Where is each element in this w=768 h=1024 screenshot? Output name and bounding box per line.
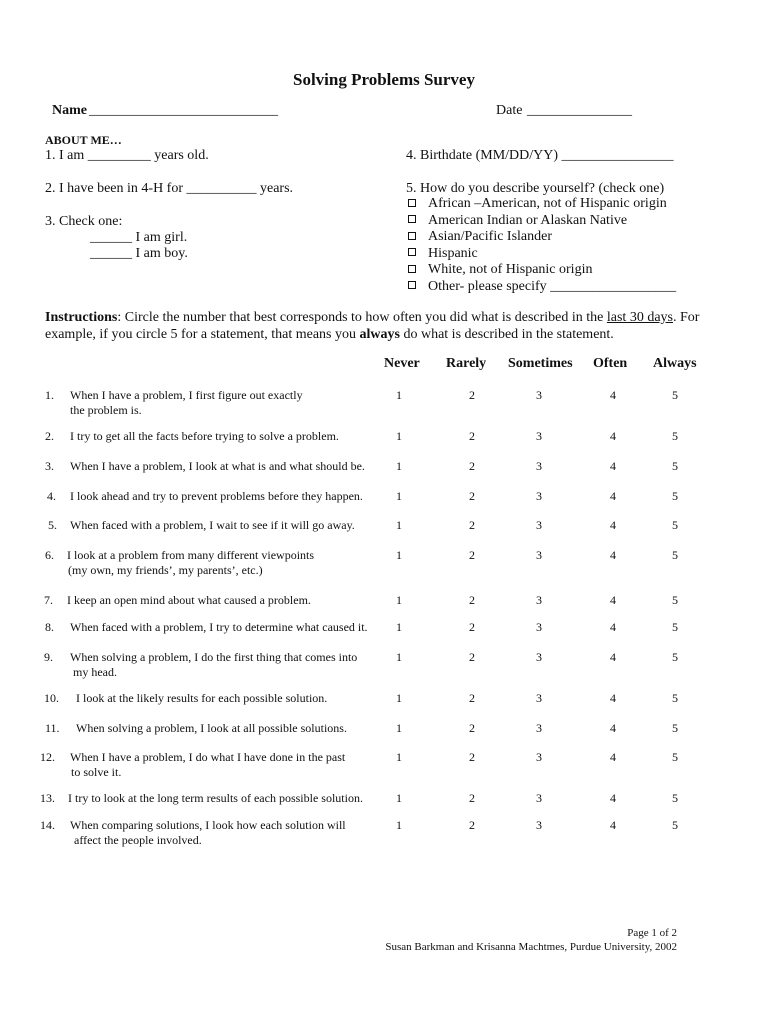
rating-option-2[interactable]: 2 [469, 388, 475, 402]
rating-option-2[interactable]: 2 [469, 818, 475, 832]
item-statement: When faced with a problem, I try to determine what caused it. [70, 620, 368, 634]
item-number: 10. [44, 691, 59, 705]
rating-option-5[interactable]: 5 [672, 691, 678, 705]
checkbox-icon[interactable] [408, 248, 416, 256]
instructions: Instructions: Circle the number that best corresponds to how often you did what is described in the last 30 days. For example, if you circle 5 for a statement, that means you always do what is described in the statement. [45, 310, 700, 342]
rating-option-2[interactable]: 2 [469, 791, 475, 805]
rating-option-1[interactable]: 1 [396, 691, 402, 705]
item-number: 8. [45, 620, 54, 634]
header-often: Often [593, 356, 628, 371]
rating-option-2[interactable]: 2 [469, 620, 475, 634]
name-field[interactable]: ___________________________ [89, 103, 278, 118]
rating-option-3[interactable]: 3 [536, 650, 542, 664]
item-number: 13. [40, 791, 55, 805]
ethnicity-option[interactable]: White, not of Hispanic origin [408, 262, 676, 279]
rating-option-4[interactable]: 4 [610, 650, 616, 664]
ethnicity-option[interactable]: American Indian or Alaskan Native [408, 213, 676, 230]
birthdate-question[interactable]: 4. Birthdate (MM/DD/YY) ________________ [406, 148, 674, 163]
rating-option-3[interactable]: 3 [536, 518, 542, 532]
ethnicity-option[interactable]: Hispanic [408, 246, 676, 263]
rating-option-2[interactable]: 2 [469, 750, 475, 764]
item-statement-continued: the problem is. [70, 403, 142, 417]
item-statement-continued: affect the people involved. [74, 833, 202, 847]
item-statement: When I have a problem, I look at what is and what should be. [70, 459, 365, 473]
rating-option-1[interactable]: 1 [396, 489, 402, 503]
footer-credit: Susan Barkman and Krisanna Machtmes, Purdue University, 2002 [385, 941, 677, 953]
item-statement: When I have a problem, I do what I have done in the past [70, 750, 346, 764]
rating-option-5[interactable]: 5 [672, 818, 678, 832]
item-number: 12. [40, 750, 55, 764]
rating-option-2[interactable]: 2 [469, 518, 475, 532]
page-number: Page 1 of 2 [627, 927, 677, 939]
rating-option-4[interactable]: 4 [610, 620, 616, 634]
rating-option-5[interactable]: 5 [672, 518, 678, 532]
item-statement: When solving a problem, I do the first thing that comes into [70, 650, 358, 664]
rating-option-3[interactable]: 3 [536, 429, 542, 443]
rating-option-1[interactable]: 1 [396, 791, 402, 805]
date-label: Date [496, 103, 523, 118]
rating-option-1[interactable]: 1 [396, 620, 402, 634]
emphasis-word: always [359, 327, 400, 342]
page-title: Solving Problems Survey [293, 70, 475, 89]
item-number: 14. [40, 818, 55, 832]
rating-option-2[interactable]: 2 [469, 721, 475, 735]
item-statement: I try to get all the facts before trying to solve a problem. [70, 429, 339, 443]
rating-option-1[interactable]: 1 [396, 429, 402, 443]
rating-option-2[interactable]: 2 [469, 429, 475, 443]
rating-option-5[interactable]: 5 [672, 750, 678, 764]
header-rarely: Rarely [446, 356, 487, 371]
item-number: 9. [44, 650, 53, 664]
ethnicity-question: 5. How do you describe yourself? (check one) [406, 181, 665, 196]
rating-option-4[interactable]: 4 [610, 791, 616, 805]
rating-option-4[interactable]: 4 [610, 388, 616, 402]
rating-option-2[interactable]: 2 [469, 650, 475, 664]
item-statement: When solving a problem, I look at all possible solutions. [76, 721, 347, 735]
rating-option-1[interactable]: 1 [396, 459, 402, 473]
about-heading: ABOUT ME… [45, 133, 122, 147]
gender-option-girl[interactable]: ______ I am girl. [90, 230, 188, 245]
item-number: 2. [45, 429, 54, 443]
rating-option-1[interactable]: 1 [396, 721, 402, 735]
ethnicity-option[interactable]: African –American, not of Hispanic origin [408, 196, 676, 213]
rating-option-5[interactable]: 5 [672, 489, 678, 503]
header-always: Always [653, 356, 697, 371]
item-number: 5. [48, 518, 57, 532]
item-number: 11. [45, 721, 60, 735]
rating-option-3[interactable]: 3 [536, 691, 542, 705]
rating-option-2[interactable]: 2 [469, 548, 475, 562]
rating-option-1[interactable]: 1 [396, 518, 402, 532]
rating-option-5[interactable]: 5 [672, 429, 678, 443]
rating-option-3[interactable]: 3 [536, 489, 542, 503]
item-statement: I look at the likely results for each possible solution. [76, 691, 328, 705]
rating-option-3[interactable]: 3 [536, 459, 542, 473]
age-question[interactable]: 1. I am _________ years old. [45, 148, 209, 163]
rating-option-3[interactable]: 3 [536, 818, 542, 832]
rating-option-2[interactable]: 2 [469, 459, 475, 473]
rating-option-5[interactable]: 5 [672, 791, 678, 805]
rating-option-1[interactable]: 1 [396, 593, 402, 607]
timeframe: last 30 days [606, 310, 673, 325]
rating-option-4[interactable]: 4 [610, 721, 616, 735]
rating-option-1[interactable]: 1 [396, 750, 402, 764]
item-number: 6. [45, 548, 54, 562]
item-statement-continued: to solve it. [71, 765, 122, 779]
rating-option-4[interactable]: 4 [610, 818, 616, 832]
item-statement: I look at a problem from many different viewpoints [67, 548, 315, 562]
gender-question: 3. Check one: [45, 214, 123, 229]
item-number: 4. [47, 489, 56, 503]
ethnicity-option[interactable]: Asian/Pacific Islander [408, 229, 676, 246]
rating-option-4[interactable]: 4 [610, 459, 616, 473]
rating-option-1[interactable]: 1 [396, 388, 402, 402]
checkbox-icon[interactable] [408, 215, 416, 223]
name-label: Name [52, 103, 87, 118]
item-statement: When I have a problem, I first figure out exactly [70, 388, 303, 402]
rating-option-4[interactable]: 4 [610, 593, 616, 607]
rating-option-4[interactable]: 4 [610, 518, 616, 532]
header-never: Never [384, 356, 420, 371]
item-number: 7. [44, 593, 53, 607]
date-field[interactable]: _______________ [527, 103, 632, 118]
rating-option-3[interactable]: 3 [536, 593, 542, 607]
item-statement-continued: (my own, my friends’, my parents’, etc.) [68, 563, 263, 577]
item-statement: When faced with a problem, I wait to see if it will go away. [70, 518, 355, 532]
header-sometimes: Sometimes [508, 356, 573, 371]
rating-option-4[interactable]: 4 [610, 489, 616, 503]
rating-option-2[interactable]: 2 [469, 691, 475, 705]
rating-option-3[interactable]: 3 [536, 620, 542, 634]
ethnicity-option[interactable]: Other- please specify __________________ [408, 279, 676, 296]
ethnicity-options [408, 196, 676, 295]
item-statement: I try to look at the long term results of each possible solution. [68, 791, 363, 805]
rating-option-3[interactable]: 3 [536, 750, 542, 764]
rating-option-3[interactable]: 3 [536, 721, 542, 735]
item-statement: I look ahead and try to prevent problems before they happen. [70, 489, 363, 503]
rating-option-2[interactable]: 2 [469, 489, 475, 503]
rating-option-4[interactable]: 4 [610, 429, 616, 443]
instructions-label: Instructions [45, 310, 118, 325]
rating-option-2[interactable]: 2 [469, 593, 475, 607]
rating-option-3[interactable]: 3 [536, 388, 542, 402]
rating-option-5[interactable]: 5 [672, 721, 678, 735]
4h-years-question[interactable]: 2. I have been in 4-H for __________ years. [45, 181, 294, 196]
rating-option-5[interactable]: 5 [672, 459, 678, 473]
item-statement: I keep an open mind about what caused a problem. [67, 593, 311, 607]
rating-option-5[interactable]: 5 [672, 650, 678, 664]
rating-option-1[interactable]: 1 [396, 818, 402, 832]
rating-option-5[interactable]: 5 [672, 548, 678, 562]
item-number: 1. [45, 388, 54, 402]
rating-option-1[interactable]: 1 [396, 650, 402, 664]
checkbox-icon[interactable] [408, 265, 416, 273]
checkbox-icon[interactable] [408, 232, 416, 240]
rating-option-5[interactable]: 5 [672, 388, 678, 402]
checkbox-icon[interactable] [408, 281, 416, 289]
rating-option-4[interactable]: 4 [610, 750, 616, 764]
item-statement-continued: my head. [73, 665, 117, 679]
rating-option-3[interactable]: 3 [536, 548, 542, 562]
gender-option-boy[interactable]: ______ I am boy. [90, 246, 188, 261]
rating-option-3[interactable]: 3 [536, 791, 542, 805]
item-number: 3. [45, 459, 54, 473]
rating-option-5[interactable]: 5 [672, 593, 678, 607]
rating-option-4[interactable]: 4 [610, 691, 616, 705]
item-statement: When comparing solutions, I look how each solution will [70, 818, 346, 832]
checkbox-icon[interactable] [408, 199, 416, 207]
rating-option-1[interactable]: 1 [396, 548, 402, 562]
rating-option-5[interactable]: 5 [672, 620, 678, 634]
rating-option-4[interactable]: 4 [610, 548, 616, 562]
